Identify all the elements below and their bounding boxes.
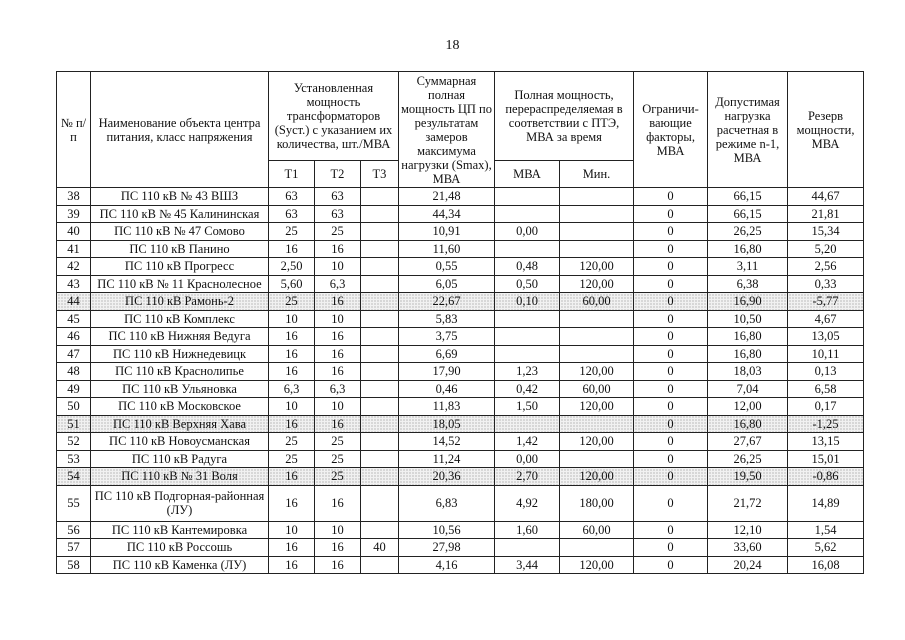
cell-smax: 17,90 [399,363,495,381]
cell-allowed-load: 26,25 [708,223,788,241]
cell-num: 46 [57,328,91,346]
cell-object-name: ПС 110 кВ Каменка (ЛУ) [91,556,269,574]
header-power-reserve: Резерв мощности, МВА [788,72,864,188]
header-object-name: Наименование объекта центра питания, класс напряжения [91,72,269,188]
cell-allowed-load: 16,80 [708,415,788,433]
cell-allowed-load: 7,04 [708,380,788,398]
cell-redistributed-mva [495,345,560,363]
cell-redistributed-mva [495,310,560,328]
cell-t2: 16 [315,293,361,311]
cell-smax: 6,05 [399,275,495,293]
cell-limiting-factors: 0 [634,398,708,416]
cell-num: 58 [57,556,91,574]
cell-power-reserve: 1,54 [788,521,864,539]
cell-object-name: ПС 110 кВ № 11 Краснолесное [91,275,269,293]
cell-num: 41 [57,240,91,258]
cell-limiting-factors: 0 [634,188,708,206]
cell-t1: 63 [269,205,315,223]
cell-allowed-load: 16,80 [708,345,788,363]
cell-power-reserve: -5,77 [788,293,864,311]
table-row [57,539,864,557]
cell-allowed-load: 10,50 [708,310,788,328]
cell-limiting-factors: 0 [634,293,708,311]
header-mva: МВА [495,161,560,188]
cell-allowed-load: 16,90 [708,293,788,311]
cell-redistributed-min: 120,00 [560,275,634,293]
cell-allowed-load: 33,60 [708,539,788,557]
cell-redistributed-mva [495,539,560,557]
table-row [57,188,864,206]
cell-t1: 16 [269,468,315,486]
cell-t1: 16 [269,415,315,433]
cell-t2: 16 [315,415,361,433]
cell-redistributed-min: 120,00 [560,398,634,416]
cell-t2: 10 [315,398,361,416]
cell-redistributed-min: 60,00 [560,380,634,398]
cell-allowed-load: 20,24 [708,556,788,574]
header-t1: Т1 [269,161,315,188]
cell-smax: 44,34 [399,205,495,223]
cell-object-name: ПС 110 кВ Краснолипье [91,363,269,381]
cell-t2: 63 [315,188,361,206]
cell-t3 [361,521,399,539]
cell-object-name: ПС 110 кВ Радуга [91,450,269,468]
cell-object-name: ПС 110 кВ Нижняя Ведуга [91,328,269,346]
cell-t1: 6,3 [269,380,315,398]
header-t2: Т2 [315,161,361,188]
cell-redistributed-mva: 4,92 [495,485,560,521]
cell-power-reserve: 15,01 [788,450,864,468]
cell-t3 [361,433,399,451]
cell-redistributed-min [560,539,634,557]
cell-power-reserve: 0,17 [788,398,864,416]
cell-limiting-factors: 0 [634,363,708,381]
cell-t1: 10 [269,310,315,328]
cell-redistributed-mva [495,415,560,433]
cell-allowed-load: 18,03 [708,363,788,381]
cell-num: 50 [57,398,91,416]
cell-redistributed-min: 60,00 [560,521,634,539]
cell-num: 51 [57,415,91,433]
cell-power-reserve: 13,05 [788,328,864,346]
table-row [57,275,864,293]
header-installed-capacity: Установленная мощность трансформаторов (Sуст.) с указанием их количества, шт./МВА [269,72,399,161]
cell-t1: 25 [269,433,315,451]
cell-num: 39 [57,205,91,223]
cell-smax: 11,83 [399,398,495,416]
cell-t3 [361,258,399,276]
cell-power-reserve: 13,15 [788,433,864,451]
cell-t3 [361,345,399,363]
cell-t2: 10 [315,258,361,276]
cell-allowed-load: 66,15 [708,205,788,223]
cell-redistributed-min: 120,00 [560,433,634,451]
cell-t1: 16 [269,485,315,521]
cell-t2: 16 [315,328,361,346]
table-row [57,380,864,398]
header-limiting-factors: Ограничи-вающие факторы, МВА [634,72,708,188]
cell-object-name: ПС 110 кВ Новоусманская [91,433,269,451]
table-row [57,310,864,328]
cell-object-name: ПС 110 кВ № 47 Сомово [91,223,269,241]
cell-t3 [361,468,399,486]
cell-t1: 2,50 [269,258,315,276]
cell-redistributed-mva: 0,48 [495,258,560,276]
cell-redistributed-mva [495,328,560,346]
cell-redistributed-min [560,310,634,328]
cell-object-name: ПС 110 кВ Комплекс [91,310,269,328]
cell-smax: 5,83 [399,310,495,328]
cell-object-name: ПС 110 кВ № 43 ВШЗ [91,188,269,206]
cell-t1: 25 [269,223,315,241]
cell-smax: 10,91 [399,223,495,241]
cell-object-name: ПС 110 кВ Ульяновка [91,380,269,398]
cell-redistributed-mva: 0,00 [495,223,560,241]
cell-t2: 25 [315,223,361,241]
cell-limiting-factors: 0 [634,485,708,521]
cell-allowed-load: 19,50 [708,468,788,486]
cell-t1: 25 [269,293,315,311]
cell-smax: 6,83 [399,485,495,521]
cell-redistributed-mva [495,188,560,206]
cell-power-reserve: 10,11 [788,345,864,363]
table-row [57,240,864,258]
cell-redistributed-mva: 3,44 [495,556,560,574]
cell-allowed-load: 12,10 [708,521,788,539]
cell-smax: 10,56 [399,521,495,539]
cell-t1: 63 [269,188,315,206]
cell-num: 55 [57,485,91,521]
cell-t2: 6,3 [315,380,361,398]
cell-smax: 4,16 [399,556,495,574]
cell-t3 [361,310,399,328]
cell-redistributed-mva: 0,00 [495,450,560,468]
cell-t2: 16 [315,556,361,574]
cell-smax: 0,46 [399,380,495,398]
cell-t2: 16 [315,240,361,258]
cell-object-name: ПС 110 кВ Россошь [91,539,269,557]
cell-limiting-factors: 0 [634,539,708,557]
cell-redistributed-min [560,223,634,241]
cell-redistributed-mva: 1,50 [495,398,560,416]
cell-object-name: ПС 110 кВ Подгорная-районная (ЛУ) [91,485,269,521]
table-row [57,415,864,433]
cell-t1: 16 [269,345,315,363]
cell-t2: 63 [315,205,361,223]
cell-t1: 16 [269,539,315,557]
cell-num: 52 [57,433,91,451]
cell-allowed-load: 66,15 [708,188,788,206]
cell-limiting-factors: 0 [634,310,708,328]
cell-limiting-factors: 0 [634,380,708,398]
cell-redistributed-min [560,205,634,223]
cell-redistributed-mva [495,205,560,223]
cell-redistributed-min: 180,00 [560,485,634,521]
cell-limiting-factors: 0 [634,328,708,346]
cell-power-reserve: 15,34 [788,223,864,241]
cell-object-name: ПС 110 кВ Верхняя Хава [91,415,269,433]
cell-t3 [361,293,399,311]
cell-num: 48 [57,363,91,381]
cell-allowed-load: 16,80 [708,328,788,346]
cell-power-reserve: 5,20 [788,240,864,258]
cell-power-reserve: 44,67 [788,188,864,206]
cell-redistributed-min [560,345,634,363]
cell-limiting-factors: 0 [634,521,708,539]
cell-redistributed-min [560,450,634,468]
cell-limiting-factors: 0 [634,433,708,451]
cell-redistributed-min: 120,00 [560,258,634,276]
cell-t3 [361,328,399,346]
table-row [57,205,864,223]
power-capacity-table [56,71,864,574]
cell-power-reserve: 5,62 [788,539,864,557]
cell-num: 38 [57,188,91,206]
cell-limiting-factors: 0 [634,275,708,293]
cell-object-name: ПС 110 кВ Панино [91,240,269,258]
cell-t2: 10 [315,310,361,328]
cell-t3 [361,275,399,293]
cell-object-name: ПС 110 кВ Прогресс [91,258,269,276]
cell-smax: 21,48 [399,188,495,206]
cell-t1: 10 [269,521,315,539]
table-row [57,485,864,521]
cell-t1: 16 [269,240,315,258]
cell-t2: 16 [315,485,361,521]
cell-smax: 11,60 [399,240,495,258]
cell-redistributed-mva: 0,50 [495,275,560,293]
cell-t3 [361,380,399,398]
header-smax: Суммарная полная мощность ЦП по результатам замеров максимума нагрузки (Smax), МВА [399,72,495,188]
cell-t1: 16 [269,328,315,346]
cell-redistributed-min: 60,00 [560,293,634,311]
cell-t1: 16 [269,363,315,381]
cell-t3 [361,450,399,468]
table-row [57,258,864,276]
cell-limiting-factors: 0 [634,205,708,223]
cell-t3: 40 [361,539,399,557]
page-number: 18 [445,38,460,53]
cell-t3 [361,485,399,521]
cell-t2: 25 [315,433,361,451]
cell-object-name: ПС 110 кВ Рамонь-2 [91,293,269,311]
cell-t3 [361,415,399,433]
header-allowed-load: Допустимая нагрузка расчетная в режиме n-1, МВА [708,72,788,188]
cell-redistributed-mva: 1,60 [495,521,560,539]
cell-redistributed-mva: 0,42 [495,380,560,398]
cell-power-reserve: -0,86 [788,468,864,486]
table-header [57,72,864,188]
cell-redistributed-min [560,328,634,346]
cell-allowed-load: 3,11 [708,258,788,276]
cell-smax: 6,69 [399,345,495,363]
cell-smax: 18,05 [399,415,495,433]
cell-power-reserve: 21,81 [788,205,864,223]
cell-power-reserve: 4,67 [788,310,864,328]
cell-num: 53 [57,450,91,468]
table-row [57,433,864,451]
cell-allowed-load: 26,25 [708,450,788,468]
cell-num: 57 [57,539,91,557]
cell-redistributed-mva [495,240,560,258]
cell-t2: 6,3 [315,275,361,293]
cell-t2: 16 [315,345,361,363]
cell-t3 [361,205,399,223]
table-body [57,188,864,574]
cell-redistributed-min: 120,00 [560,468,634,486]
cell-object-name: ПС 110 кВ Нижнедевицк [91,345,269,363]
cell-t3 [361,363,399,381]
cell-t1: 25 [269,450,315,468]
cell-num: 45 [57,310,91,328]
cell-num: 42 [57,258,91,276]
table-row [57,328,864,346]
cell-limiting-factors: 0 [634,258,708,276]
cell-num: 44 [57,293,91,311]
cell-t1: 16 [269,556,315,574]
header-min: Мин. [560,161,634,188]
cell-redistributed-min [560,240,634,258]
cell-t2: 25 [315,450,361,468]
cell-object-name: ПС 110 кВ Кантемировка [91,521,269,539]
cell-t3 [361,398,399,416]
cell-power-reserve: 14,89 [788,485,864,521]
cell-t2: 25 [315,468,361,486]
cell-num: 47 [57,345,91,363]
cell-power-reserve: 16,08 [788,556,864,574]
cell-limiting-factors: 0 [634,223,708,241]
cell-redistributed-mva: 2,70 [495,468,560,486]
table-row [57,223,864,241]
cell-t3 [361,223,399,241]
cell-num: 54 [57,468,91,486]
cell-t3 [361,188,399,206]
cell-allowed-load: 6,38 [708,275,788,293]
cell-limiting-factors: 0 [634,415,708,433]
cell-t3 [361,556,399,574]
table-row [57,363,864,381]
cell-num: 40 [57,223,91,241]
cell-power-reserve: 2,56 [788,258,864,276]
cell-limiting-factors: 0 [634,468,708,486]
cell-power-reserve: 6,58 [788,380,864,398]
cell-num: 49 [57,380,91,398]
table-row [57,521,864,539]
cell-smax: 3,75 [399,328,495,346]
cell-limiting-factors: 0 [634,556,708,574]
cell-redistributed-min: 120,00 [560,363,634,381]
header-redistributed-power: Полная мощность, перераспределяемая в соответствии с ПТЭ, МВА за время [495,72,634,161]
cell-limiting-factors: 0 [634,345,708,363]
cell-t1: 5,60 [269,275,315,293]
cell-smax: 27,98 [399,539,495,557]
cell-t2: 16 [315,539,361,557]
cell-redistributed-min [560,188,634,206]
cell-smax: 14,52 [399,433,495,451]
cell-smax: 11,24 [399,450,495,468]
table-row [57,345,864,363]
cell-limiting-factors: 0 [634,240,708,258]
table-row [57,556,864,574]
cell-limiting-factors: 0 [634,450,708,468]
table-row [57,450,864,468]
cell-redistributed-mva: 0,10 [495,293,560,311]
cell-num: 43 [57,275,91,293]
cell-t2: 10 [315,521,361,539]
cell-redistributed-min: 120,00 [560,556,634,574]
cell-t2: 16 [315,363,361,381]
cell-smax: 0,55 [399,258,495,276]
cell-redistributed-mva: 1,23 [495,363,560,381]
cell-smax: 20,36 [399,468,495,486]
cell-power-reserve: 0,13 [788,363,864,381]
cell-power-reserve: -1,25 [788,415,864,433]
cell-t1: 10 [269,398,315,416]
cell-object-name: ПС 110 кВ № 31 Воля [91,468,269,486]
cell-object-name: ПС 110 кВ Московское [91,398,269,416]
cell-redistributed-min [560,415,634,433]
cell-allowed-load: 16,80 [708,240,788,258]
cell-smax: 22,67 [399,293,495,311]
cell-power-reserve: 0,33 [788,275,864,293]
cell-redistributed-mva: 1,42 [495,433,560,451]
cell-object-name: ПС 110 кВ № 45 Калининская [91,205,269,223]
header-num: № п/п [57,72,91,188]
cell-num: 56 [57,521,91,539]
cell-allowed-load: 21,72 [708,485,788,521]
cell-allowed-load: 27,67 [708,433,788,451]
cell-t3 [361,240,399,258]
table-row [57,293,864,311]
cell-allowed-load: 12,00 [708,398,788,416]
table-row [57,398,864,416]
header-t3: Т3 [361,161,399,188]
table-row [57,468,864,486]
